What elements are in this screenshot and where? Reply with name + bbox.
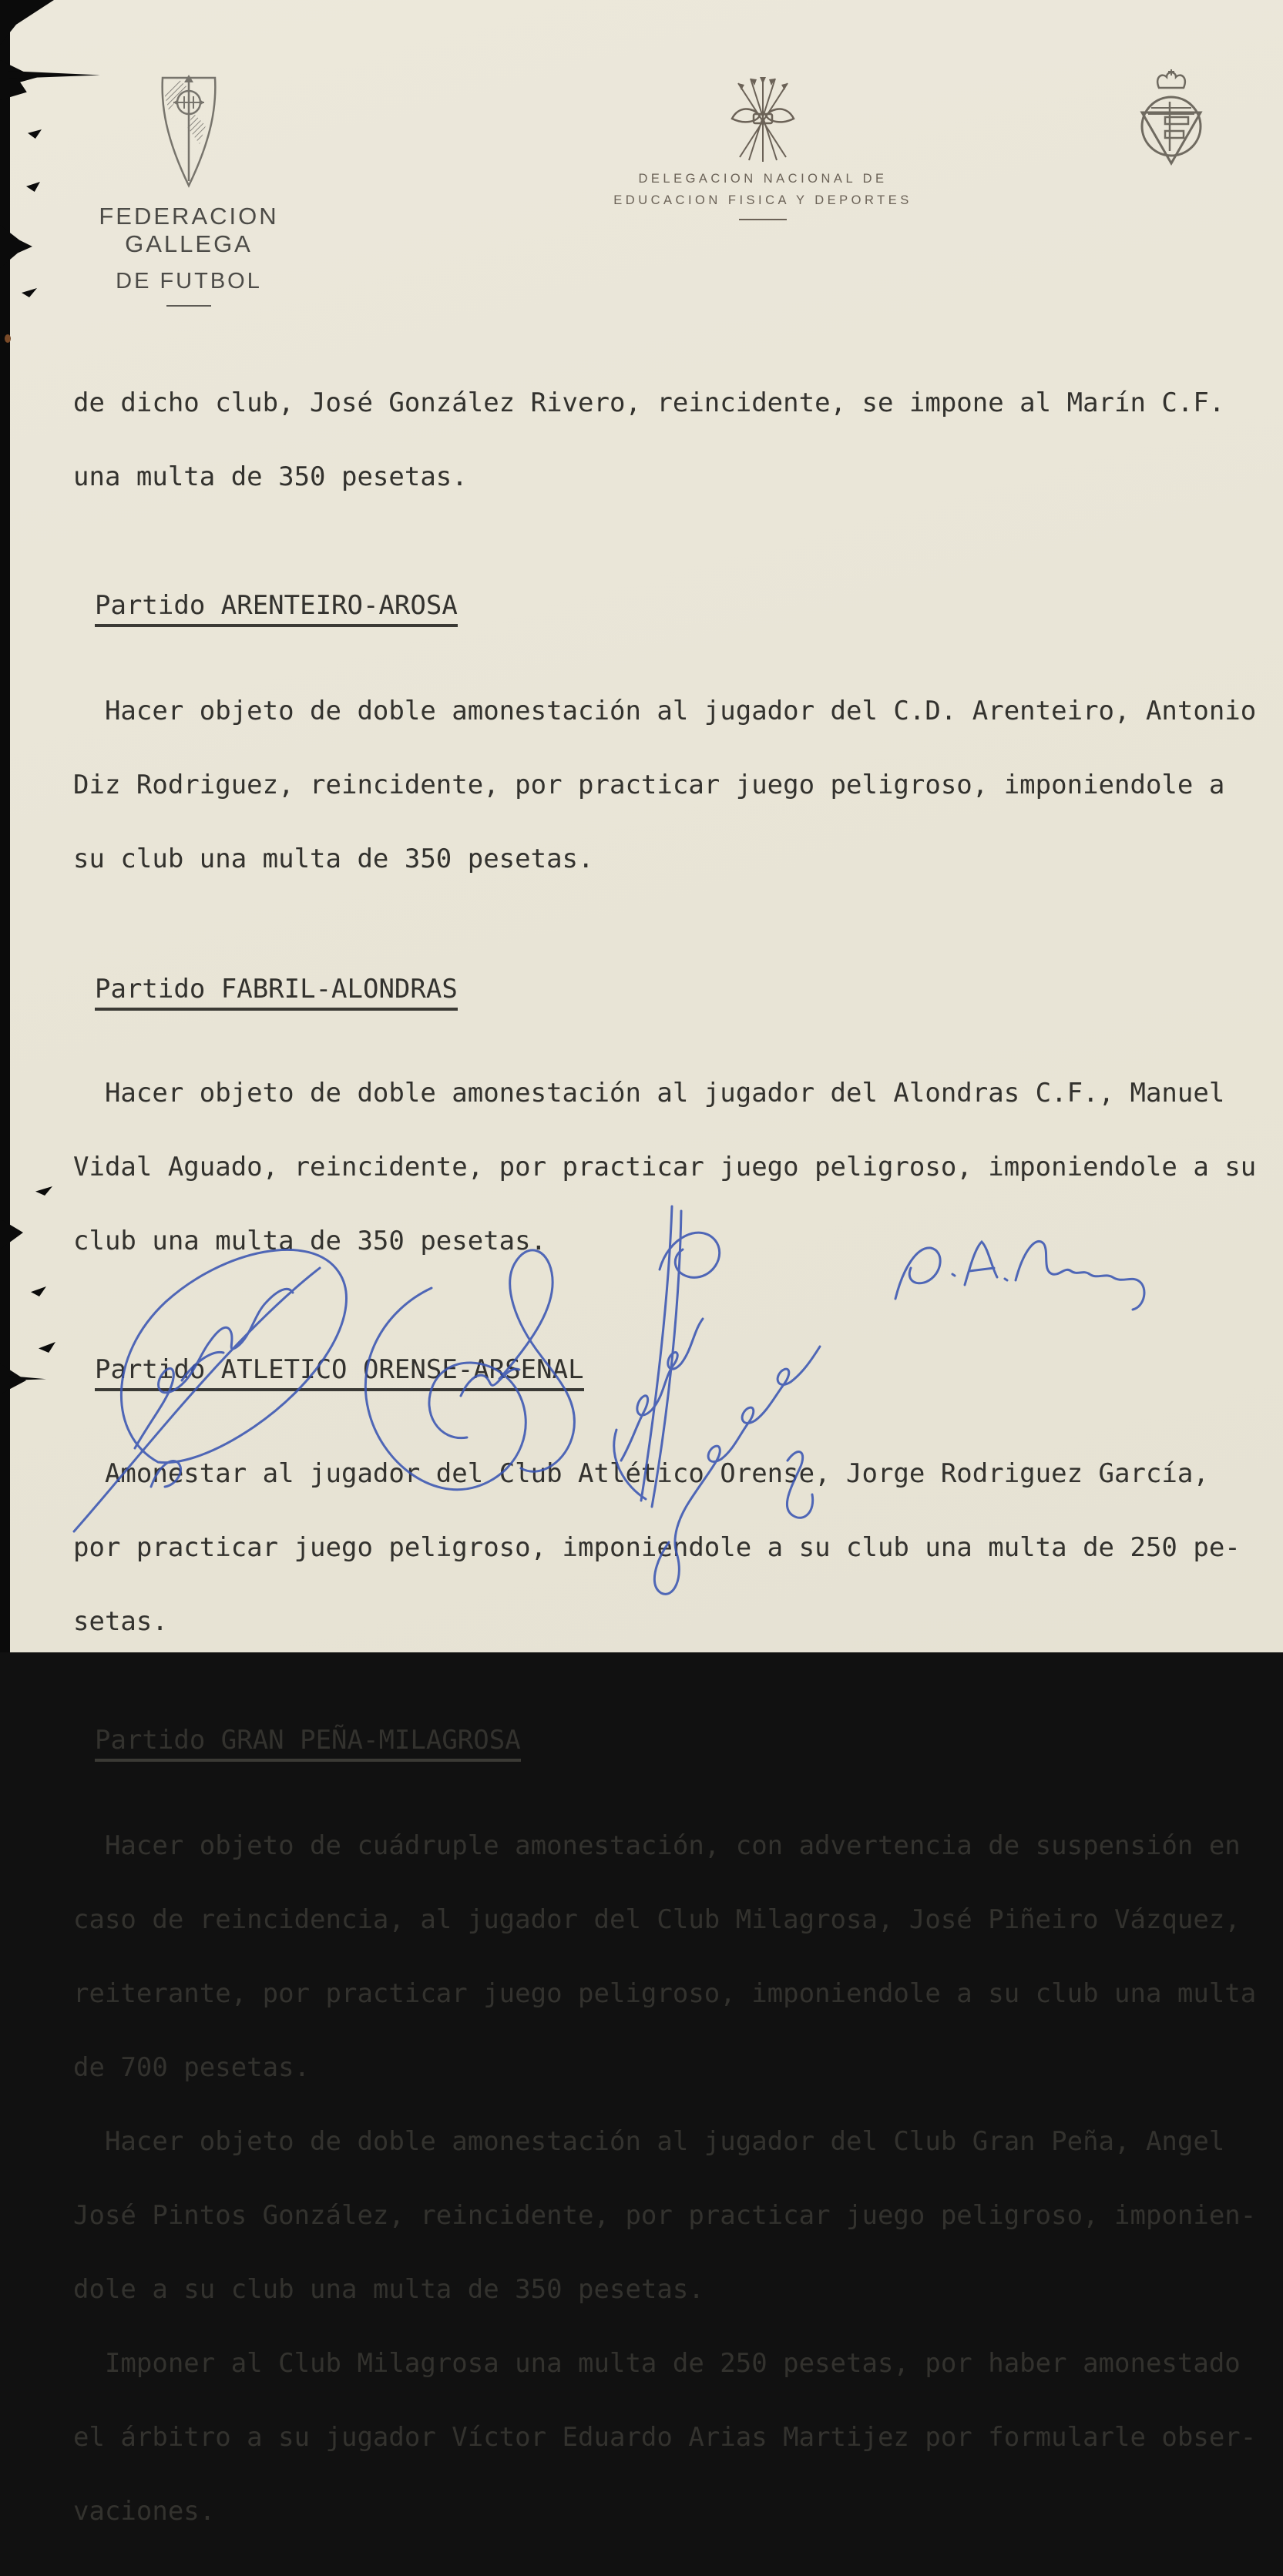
text-line: Amonestar al jugador del Club Atlético Orense, Jorge Rodriguez García, xyxy=(73,1458,1209,1489)
text-line: dole a su club una multa de 350 pesetas. xyxy=(73,2274,704,2305)
delegation-line1: DELEGACION NACIONAL DE xyxy=(638,172,888,186)
text-line: club una multa de 350 pesetas. xyxy=(73,1226,547,1256)
document-body xyxy=(73,341,1264,2573)
text-line: Imponer al Club Milagrosa una multa de 250 pesetas, por haber amonestado xyxy=(73,2348,1241,2379)
text-line: setas. xyxy=(73,1606,168,1637)
letterhead-right xyxy=(1121,68,1221,176)
rust-speck xyxy=(5,334,11,343)
text-line: vaciones. xyxy=(73,2496,216,2527)
delegation-underline xyxy=(739,219,787,220)
federation-shield-icon xyxy=(155,73,223,190)
text-line: caso de reincidencia, al jugador del Club Milagrosa, José Piñeiro Vázquez, xyxy=(73,1904,1241,1935)
text-line: José Pintos González, reincidente, por practicar juego peligroso, imponien- xyxy=(73,2200,1257,2231)
text-line: Hacer objeto de cuádruple amonestación, con advertencia de suspensión en xyxy=(73,1830,1241,1861)
text-line: Vidal Aguado, reincidente, por practicar juego peligroso, imponiendole a su xyxy=(73,1152,1257,1182)
text-line: de dicho club, José González Rivero, reincidente, se impone al Marín C.F. xyxy=(73,387,1225,418)
text-line: Hacer objeto de doble amonestación al jugador del Alondras C.F., Manuel xyxy=(73,1078,1225,1109)
text-line: por practicar juego peligroso, imponiendole a su club una multa de 250 pe- xyxy=(73,1532,1241,1563)
org-name-line1: FEDERACION GALLEGA xyxy=(99,203,279,257)
text-line: Hacer objeto de doble amonestación al jugador del C.D. Arenteiro, Antonio xyxy=(73,696,1257,726)
section-heading: Partido ARENTEIRO-AROSA xyxy=(95,593,1264,618)
text-line: su club una multa de 350 pesetas. xyxy=(73,844,594,874)
yoke-and-arrows-icon xyxy=(726,75,800,165)
text-line: reiterante, por practicar juego peligroso, imponiendole a su club una multa xyxy=(73,1978,1257,2009)
section-heading: Partido GRAN PEÑA-MILAGROSA xyxy=(95,1728,1264,1753)
org-name-line2: DE FUTBOL xyxy=(116,269,262,293)
delegation-line2: EDUCACION FISICA Y DEPORTES xyxy=(613,193,912,207)
org-underline xyxy=(166,305,211,307)
section-heading: Partido FABRIL-ALONDRAS xyxy=(95,977,1264,1001)
text-line: Hacer objeto de doble amonestación al jugador del Club Gran Peña, Angel xyxy=(73,2126,1225,2157)
section-heading: Partido ATLETICO ORENSE-ARSENAL xyxy=(95,1357,1264,1382)
royal-crest-icon xyxy=(1131,68,1211,176)
text-line: el árbitro a su jugador Víctor Eduardo Arias Martijez por formularle obser- xyxy=(73,2422,1257,2453)
letterhead-center xyxy=(609,75,917,220)
letterhead-left xyxy=(54,73,324,307)
text-line: de 700 pesetas. xyxy=(73,2052,311,2083)
text-line: una multa de 350 pesetas. xyxy=(73,461,468,492)
text-line: Diz Rodriguez, reincidente, por practicar juego peligroso, imponiendole a xyxy=(73,770,1225,800)
